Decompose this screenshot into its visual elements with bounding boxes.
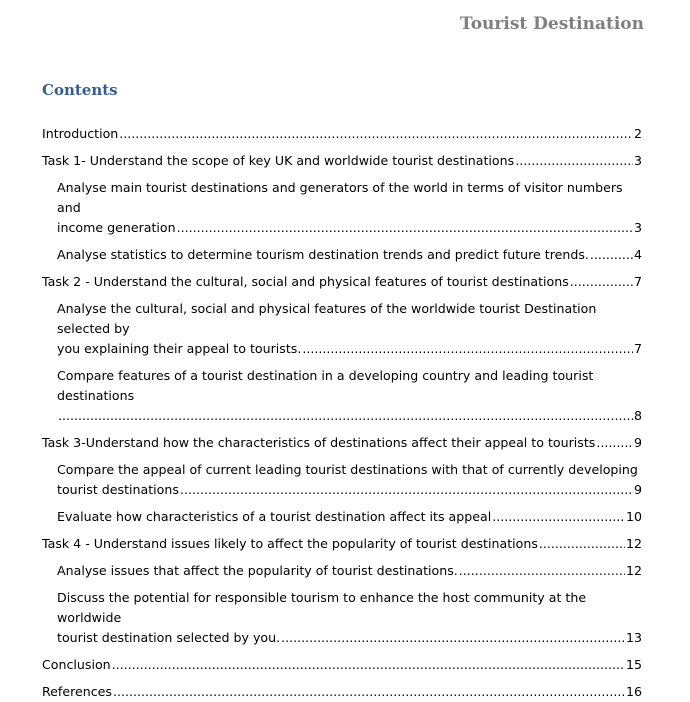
toc-page-number: 15 — [625, 657, 642, 672]
toc-page-number: 9 — [633, 435, 642, 450]
toc-entry-text: Conclusion — [42, 657, 111, 672]
toc-entry[interactable] — [57, 178, 642, 238]
toc-entry[interactable] — [42, 272, 642, 292]
toc-dot-leader — [112, 655, 625, 675]
table-of-contents — [42, 124, 642, 702]
toc-entry-text: Task 3-Understand how the characteristics of destinations affect their appeal to tourists — [42, 435, 596, 450]
toc-entry-text: Analyse statistics to determine tourism destination trends and predict future trends. — [57, 247, 589, 262]
toc-entry[interactable] — [57, 588, 642, 648]
toc-page-number: 3 — [633, 153, 642, 168]
toc-entry-text: tourist destination selected by you. — [57, 630, 281, 645]
toc-page-number: 16 — [625, 684, 642, 699]
toc-page-number: 7 — [633, 341, 642, 356]
toc-entry[interactable] — [57, 366, 642, 426]
toc-entry-line — [42, 433, 642, 453]
toc-dot-leader — [515, 151, 633, 171]
toc-entry[interactable] — [42, 534, 642, 554]
toc-page-number: 3 — [633, 220, 642, 235]
toc-page-number: 13 — [625, 630, 642, 645]
contents-heading: Contents — [42, 81, 118, 99]
toc-page-number: 7 — [633, 274, 642, 289]
toc-page-number: 12 — [625, 563, 642, 578]
toc-page-number: 12 — [625, 536, 642, 551]
toc-entry-text-line1: Discuss the potential for responsible tourism to enhance the host community at the worldwide — [57, 590, 587, 625]
toc-entry-text: tourist destinations — [57, 482, 179, 497]
toc-entry[interactable] — [57, 561, 642, 581]
toc-dot-leader — [596, 433, 633, 453]
toc-page-number: 9 — [633, 482, 642, 497]
toc-dot-leader — [539, 534, 625, 554]
toc-dot-leader — [180, 480, 633, 500]
toc-entry-line — [42, 272, 642, 292]
toc-entry-text: Analyse issues that affect the popularity of tourist destinations. — [57, 563, 458, 578]
toc-entry-text-line1: Analyse the cultural, social and physical features of the worldwide tourist Destination selected by — [57, 301, 597, 336]
toc-entry-line — [42, 151, 642, 171]
toc-dot-leader — [58, 406, 633, 426]
toc-entry-line — [57, 218, 642, 238]
toc-entry-text: Task 1- Understand the scope of key UK and worldwide tourist destinations — [42, 153, 515, 168]
toc-entry-text-line1: Analyse main tourist destinations and generators of the world in terms of visitor numbers and — [57, 180, 623, 215]
toc-entry-line — [57, 507, 642, 527]
toc-entry-line — [57, 480, 642, 500]
toc-dot-leader — [570, 272, 633, 292]
toc-entry[interactable] — [57, 507, 642, 527]
toc-dot-leader — [113, 682, 625, 702]
toc-entry-line — [57, 406, 642, 426]
toc-entry-text: you explaining their appeal to tourists. — [57, 341, 302, 356]
toc-entry-text: Evaluate how characteristics of a tourist destination affect its appeal — [57, 509, 492, 524]
toc-entry-line — [57, 628, 642, 648]
toc-dot-leader — [459, 561, 625, 581]
toc-entry-line — [42, 655, 642, 675]
toc-dot-leader — [302, 339, 633, 359]
toc-entry-text-line1: Compare the appeal of current leading tourist destinations with that of currently developing — [57, 462, 638, 477]
toc-dot-leader — [177, 218, 633, 238]
toc-entry[interactable] — [42, 151, 642, 171]
toc-entry-text: income generation — [57, 220, 176, 235]
toc-entry-text: References — [42, 684, 112, 699]
toc-entry[interactable] — [42, 655, 642, 675]
toc-entry[interactable] — [57, 299, 642, 359]
toc-entry[interactable] — [42, 433, 642, 453]
toc-page-number: 8 — [633, 408, 642, 423]
toc-entry-text-line1: Compare features of a tourist destination in a developing country and leading tourist destinations — [57, 368, 594, 403]
toc-dot-leader — [590, 245, 633, 265]
toc-entry-text: Task 2 - Understand the cultural, social and physical features of tourist destinations — [42, 274, 569, 289]
toc-entry[interactable] — [57, 245, 642, 265]
toc-page-number: 4 — [633, 247, 642, 262]
toc-entry[interactable] — [57, 460, 642, 500]
toc-dot-leader — [492, 507, 625, 527]
toc-entry-line — [57, 245, 642, 265]
toc-entry-line — [57, 339, 642, 359]
toc-page-number: 10 — [625, 509, 642, 524]
toc-dot-leader — [119, 124, 633, 144]
toc-entry-line — [42, 534, 642, 554]
toc-entry-text: Introduction — [42, 126, 119, 141]
toc-dot-leader — [281, 628, 625, 648]
toc-entry-line — [57, 561, 642, 581]
toc-entry-line — [42, 124, 642, 144]
toc-page-number: 2 — [633, 126, 642, 141]
toc-entry-line — [42, 682, 642, 702]
toc-entry[interactable] — [42, 682, 642, 702]
toc-entry[interactable] — [42, 124, 642, 144]
page-header-title: Tourist Destination — [460, 14, 644, 34]
toc-entry-text: Task 4 - Understand issues likely to affect the popularity of tourist destinations — [42, 536, 538, 551]
